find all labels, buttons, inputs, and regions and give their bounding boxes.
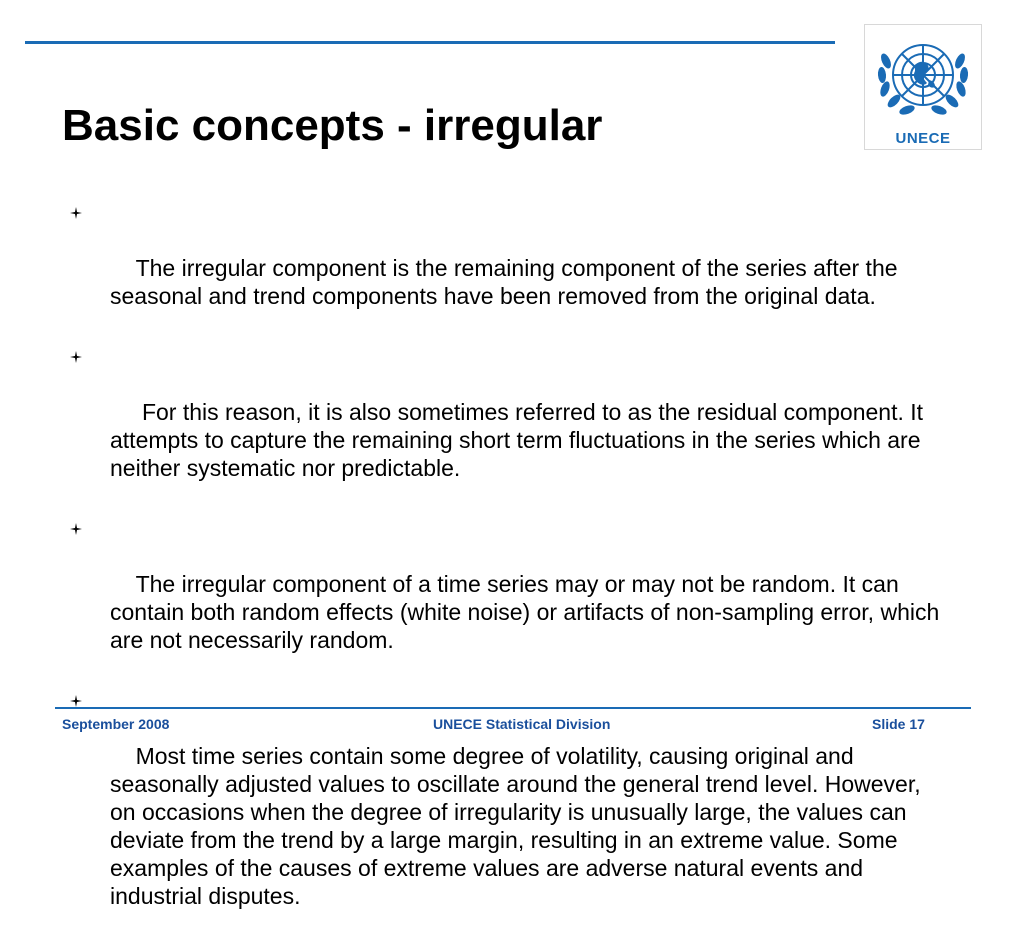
footer-divider	[55, 707, 971, 709]
bullet-text: For this reason, it is also sometimes referred to as the residual component. It attempts to capture the remaining short term fluctuations in the series which are neither systematic nor predictable.	[110, 399, 930, 481]
bullet-item	[70, 342, 950, 510]
diamond-bullet-icon	[70, 695, 82, 707]
footer-date: September 2008	[62, 716, 170, 732]
bullet-item	[70, 198, 950, 338]
diamond-bullet-icon	[70, 523, 82, 535]
slide-title: Basic concepts - irregular	[62, 101, 603, 150]
top-divider	[25, 41, 835, 44]
bullet-list	[70, 198, 950, 942]
slide-number: Slide 17	[872, 716, 925, 732]
footer-organization: UNECE Statistical Division	[433, 716, 611, 732]
diamond-bullet-icon	[70, 207, 82, 219]
diamond-bullet-icon	[70, 351, 82, 363]
un-emblem-icon	[865, 25, 981, 129]
logo-wordmark: UNECE	[895, 130, 951, 147]
bullet-text: Most time series contain some degree of volatility, causing original and seasonally adjusted values to oscillate around the general trend level. However, on occasions when the degree of irregularity is unusually large, the values can deviate from the trend by a large margin, resulting in an extreme value. Some examples of the causes of extreme values are adverse natural events and industrial disputes.	[110, 743, 927, 909]
bullet-text: The irregular component is the remaining component of the series after the seasonal and trend components have been removed from the original data.	[110, 255, 904, 309]
unece-logo	[864, 24, 982, 150]
bullet-item	[70, 514, 950, 682]
bullet-text: The irregular component of a time series may or may not be random. It can contain both random effects (white noise) or artifacts of non-sampling error, which are not necessarily random.	[110, 571, 946, 653]
